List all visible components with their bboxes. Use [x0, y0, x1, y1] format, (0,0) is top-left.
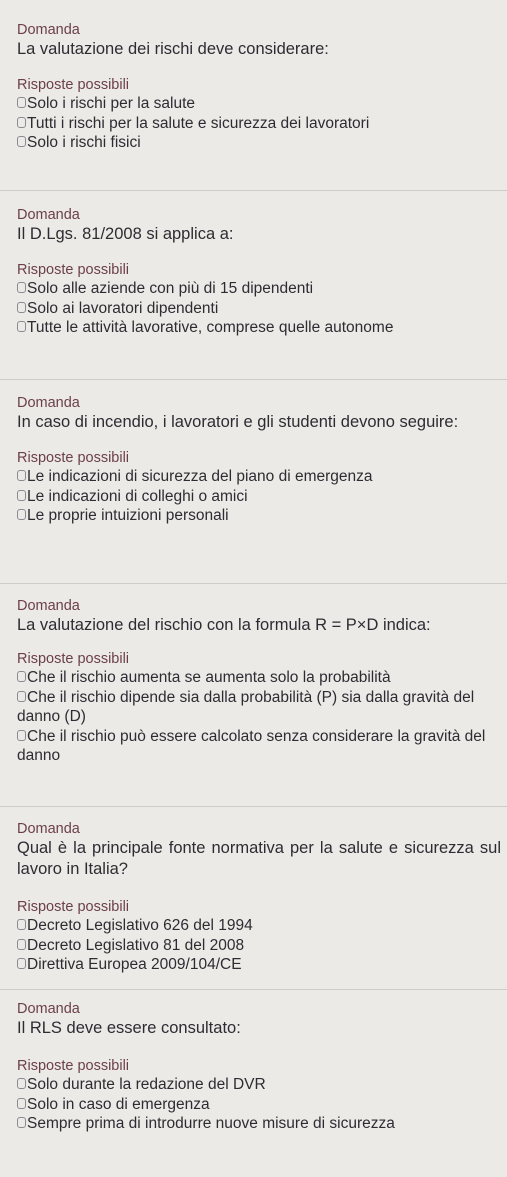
checkbox-icon[interactable] [17, 730, 26, 741]
checkbox-icon[interactable] [17, 1078, 26, 1089]
question-text: La valutazione dei rischi deve considerare: [17, 40, 329, 58]
answers-label: Risposte possibili [17, 899, 130, 915]
answer-option-text: Solo durante la redazione del DVR [27, 1076, 266, 1093]
question-block-1 [17, 21, 501, 153]
answer-option[interactable] [17, 318, 501, 338]
answers-label: Risposte possibili [17, 77, 130, 93]
question-block-3 [17, 394, 501, 526]
question-block-4 [17, 597, 501, 766]
answer-option[interactable] [17, 936, 501, 956]
checkbox-icon[interactable] [17, 136, 26, 147]
answers-label: Risposte possibili [17, 262, 130, 278]
question-block-5 [17, 820, 501, 975]
answer-option[interactable] [17, 467, 501, 487]
answer-option-text: Che il rischio può essere calcolato senza considerare la gravità del danno [17, 727, 486, 764]
checkbox-icon[interactable] [17, 939, 26, 950]
answer-option-text: Sempre prima di introdurre nuove misure di sicurezza [27, 1115, 395, 1132]
answer-option[interactable] [17, 1095, 501, 1115]
question-label: Domanda [17, 395, 80, 411]
checkbox-icon[interactable] [17, 691, 26, 702]
answer-option-text: Solo in caso di emergenza [27, 1095, 210, 1113]
answer-option-text: Che il rischio dipende sia dalla probabilità (P) sia dalla gravità del danno (D) [17, 688, 475, 725]
answer-option-text: Decreto Legislativo 81 del 2008 [27, 936, 245, 954]
answer-option[interactable] [17, 133, 501, 153]
checkbox-icon[interactable] [17, 1098, 26, 1109]
answer-option[interactable] [17, 487, 501, 507]
question-text: La valutazione del rischio con la formula R = P×D indica: [17, 616, 431, 634]
checkbox-icon[interactable] [17, 117, 26, 128]
checkbox-icon[interactable] [17, 282, 26, 293]
answer-option-text: Le indicazioni di colleghi o amici [27, 487, 248, 505]
question-text: Qual è la principale fonte normativa per la salute e sicurezza sul lavoro in Italia? [17, 839, 501, 878]
answer-option-text: Le proprie intuizioni personali [27, 507, 229, 524]
question-block-6 [17, 1000, 501, 1134]
question-label: Domanda [17, 821, 80, 837]
checkbox-icon[interactable] [17, 97, 26, 108]
answer-option[interactable] [17, 688, 501, 727]
answers-label: Risposte possibili [17, 651, 130, 667]
answer-option-text: Tutte le attività lavorative, comprese quelle autonome [27, 319, 394, 336]
question-text: In caso di incendio, i lavoratori e gli studenti devono seguire: [17, 413, 459, 431]
checkbox-icon[interactable] [17, 1117, 26, 1128]
answer-option[interactable] [17, 1075, 501, 1095]
answer-option-text: Tutti i rischi per la salute e sicurezza dei lavoratori [27, 114, 370, 132]
answer-option-text: Che il rischio aumenta se aumenta solo la probabilità [27, 669, 391, 686]
answer-option-text: Solo ai lavoratori dipendenti [27, 299, 219, 317]
answer-option[interactable] [17, 506, 501, 526]
answer-option-text: Decreto Legislativo 626 del 1994 [27, 917, 253, 934]
answer-option[interactable] [17, 94, 501, 114]
answer-option-text: Le indicazioni di sicurezza del piano di emergenza [27, 468, 373, 485]
answer-option[interactable] [17, 299, 501, 319]
answer-option[interactable] [17, 727, 501, 766]
checkbox-icon[interactable] [17, 509, 26, 520]
answers-label: Risposte possibili [17, 1058, 130, 1074]
question-label: Domanda [17, 1001, 80, 1017]
answer-option[interactable] [17, 668, 501, 688]
answer-option-text: Solo alle aziende con più di 15 dipendenti [27, 280, 314, 297]
checkbox-icon[interactable] [17, 470, 26, 481]
question-block-2 [17, 206, 501, 338]
question-text: Il D.Lgs. 81/2008 si applica a: [17, 225, 234, 243]
answer-option-text: Solo i rischi fisici [27, 134, 141, 151]
section-divider [0, 989, 507, 990]
answer-option-text: Solo i rischi per la salute [27, 95, 195, 112]
checkbox-icon[interactable] [17, 919, 26, 930]
answer-option[interactable] [17, 114, 501, 134]
checkbox-icon[interactable] [17, 321, 26, 332]
checkbox-icon[interactable] [17, 671, 26, 682]
checkbox-icon[interactable] [17, 490, 26, 501]
question-text: Il RLS deve essere consultato: [17, 1019, 241, 1037]
answer-option[interactable] [17, 916, 501, 936]
answer-option[interactable] [17, 279, 501, 299]
question-label: Domanda [17, 598, 80, 614]
answer-option-text: Direttiva Europea 2009/104/CE [27, 956, 242, 973]
answer-option[interactable] [17, 955, 501, 975]
question-label: Domanda [17, 22, 80, 38]
section-divider [0, 806, 507, 807]
section-divider [0, 190, 507, 191]
answers-label: Risposte possibili [17, 450, 130, 466]
checkbox-icon[interactable] [17, 302, 26, 313]
section-divider [0, 379, 507, 380]
checkbox-icon[interactable] [17, 958, 26, 969]
question-label: Domanda [17, 207, 80, 223]
answer-option[interactable] [17, 1114, 501, 1134]
section-divider [0, 583, 507, 584]
